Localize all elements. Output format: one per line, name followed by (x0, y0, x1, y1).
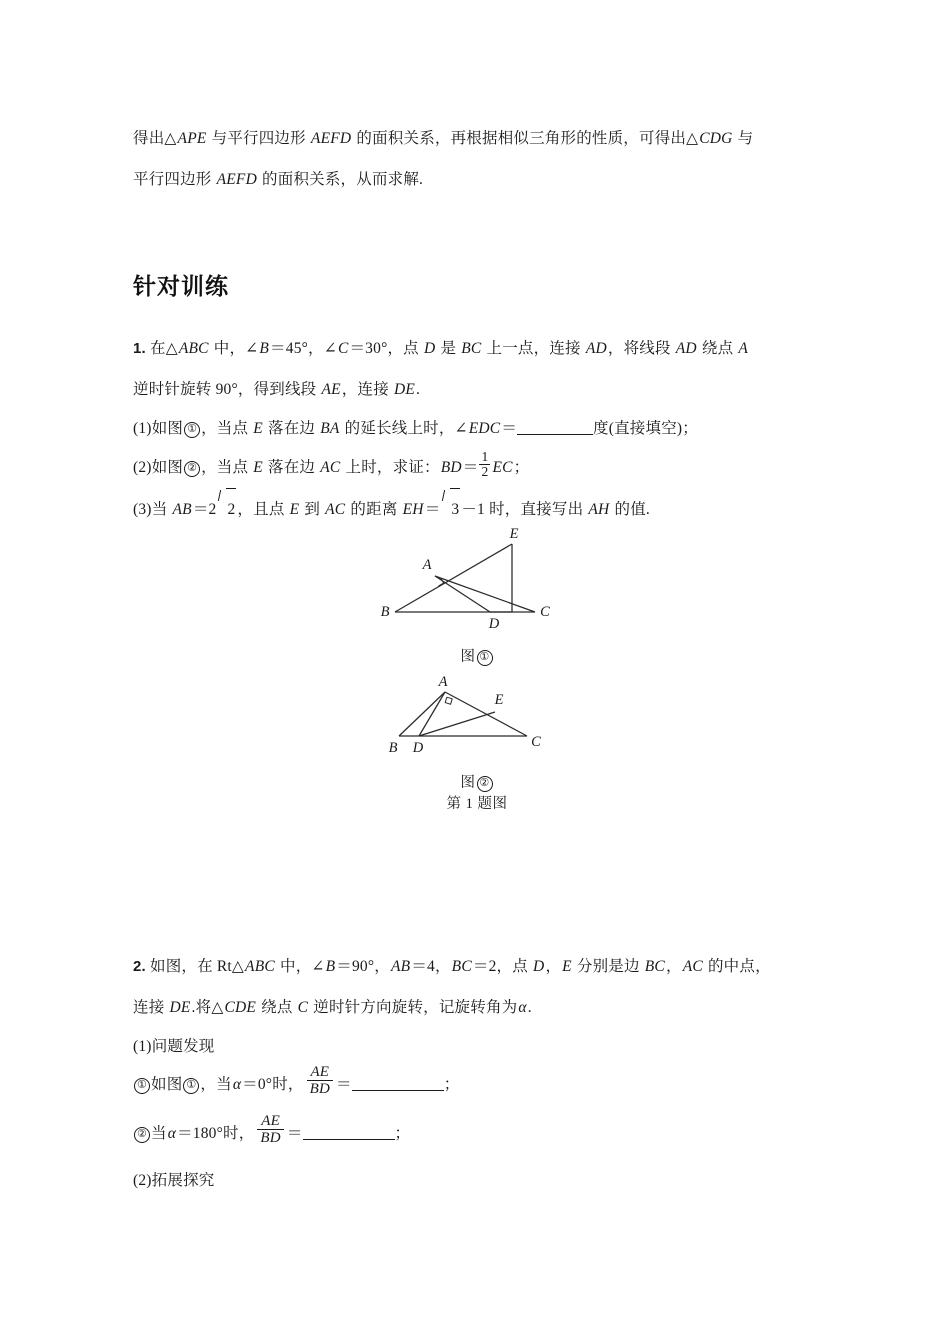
p1-t4: ＝30°，点 (349, 340, 423, 357)
p1p1-t6: 度(直接填空)； (593, 420, 698, 437)
p2i2-t4: ； (394, 1125, 411, 1142)
intro-line-2 (133, 159, 821, 200)
p1b-m2: DE (393, 381, 416, 398)
intro-math-cdg: CDG (699, 130, 733, 147)
p2-m7: BC (644, 958, 665, 975)
p2-t9: 的中点， (703, 958, 771, 975)
p1p2-m1: E (253, 459, 263, 476)
p1p2-t4: 上时，求证： (341, 459, 440, 476)
problem-2-part-1-heading (133, 1026, 821, 1067)
p1-m7: AD (675, 340, 697, 357)
p1b-t3: . (416, 381, 421, 398)
p1p2-t5: ＝ (462, 459, 479, 476)
vertex-label-E-2: E (494, 692, 504, 708)
vertex-label-C: C (540, 604, 550, 620)
p2-t1: 如图，在 Rt△ (150, 958, 245, 975)
p2b-t2: .将△ (191, 999, 224, 1016)
p1p3-t7: －1 时，直接写出 (461, 501, 588, 518)
p1p3-label: (3) (133, 501, 152, 518)
problem-1-stem-line-1 (133, 328, 821, 369)
p1p1-m2: BA (320, 420, 340, 437)
p1p3-t1: 当 (151, 501, 172, 518)
p1p2-t3: 落在边 (263, 459, 320, 476)
radicand-3: 3 (450, 488, 460, 530)
p1p2-label: (2) (133, 459, 152, 476)
vertex-label-D-2: D (412, 740, 424, 756)
p1p1-label: (1) (133, 420, 152, 437)
p1-m6: AD (585, 340, 607, 357)
p1-m1: ABC (178, 340, 209, 357)
problem-1-figure-caption: 第 1 题图 (446, 796, 508, 812)
intro-text-1d: 与 (733, 130, 754, 147)
vertex-label-B-2: B (388, 740, 398, 756)
p2b-m2: CDE (224, 999, 257, 1016)
p2i1-t1: 如图 (151, 1076, 183, 1093)
p2i1-t4: ＝ (336, 1076, 352, 1093)
figure-1b-caption (133, 771, 821, 792)
vertex-label-A-2: A (438, 674, 448, 690)
figure-1-container (133, 524, 821, 666)
figure-1b-caption-text: 图 (460, 775, 476, 791)
p2-m5: D (533, 958, 545, 975)
p1-m5: BC (461, 340, 482, 357)
p2b-t1: 连接 (133, 999, 169, 1016)
p2i2-m1: α (167, 1125, 177, 1142)
p2b-t3: 绕点 (257, 999, 297, 1016)
p1p1-t5: ＝ (501, 420, 518, 437)
p1-m8: A (738, 340, 749, 357)
problem-2-part-1-item-2 (133, 1113, 821, 1154)
p1p3-t2: ＝2 (192, 501, 217, 518)
p2-m2: B (325, 958, 336, 975)
p1p2-m4: EC (492, 459, 513, 476)
intro-math-ape: APE (177, 130, 207, 147)
p2b-t5: . (527, 999, 532, 1016)
intro-math-aefd-2: AEFD (216, 171, 257, 188)
p2b-m1: DE (169, 999, 191, 1016)
problem-2-stem-line-2 (133, 987, 821, 1028)
figure-1-diagram-a (377, 524, 577, 636)
fraction-denominator: 2 (481, 464, 489, 480)
radicand-2: 2 (226, 488, 236, 530)
p1p1-t1: 如图 (151, 420, 184, 437)
p1p2-t6: ； (513, 459, 530, 476)
problem-2-number: 2. (133, 958, 146, 975)
p1p1-m3: EDC (468, 420, 501, 437)
p1p3-m3: AC (325, 501, 346, 518)
p1p3-t3: ，且点 (237, 501, 289, 518)
p1b-t2: ，连接 (341, 381, 393, 398)
p2i1-t2: ，当 (200, 1076, 232, 1093)
p2i1-t3: ＝0°时， (242, 1076, 304, 1093)
answer-blank-p2-2[interactable] (303, 1124, 395, 1141)
p2b-m4: α (518, 999, 527, 1016)
segment-AC (435, 576, 535, 612)
answer-blank-p1-1[interactable] (517, 419, 593, 436)
right-angle-mark-A-2 (445, 697, 452, 704)
p2-m3: AB (390, 958, 411, 975)
p2-m4: BC (451, 958, 472, 975)
p1-t5: 是 (436, 340, 461, 357)
p1p2-t2: ，当点 (201, 459, 253, 476)
p2p2-text: 拓展探究 (151, 1172, 215, 1189)
p1p1-t4: 的延长线上时，∠ (340, 420, 468, 437)
fraction-ae-over-bd-2 (256, 1113, 284, 1146)
p2i2-t3: ＝ (286, 1125, 303, 1142)
p2p2-label: (2) (133, 1172, 152, 1189)
p2-t8: ， (665, 958, 682, 975)
p1p3-t8: 的值. (610, 501, 650, 518)
p2-t4: ＝4， (411, 958, 451, 975)
problem-1-part-2 (133, 447, 821, 488)
problem-1-stem-line-2 (133, 369, 821, 410)
intro-text-2b: 的面积关系，从而求解. (257, 171, 424, 188)
fraction-denominator-bd-1: BD (307, 1080, 333, 1097)
p2b-m3: C (297, 999, 309, 1016)
p2i1-t5: ； (443, 1076, 460, 1093)
p2-t3: ＝90°， (336, 958, 390, 975)
problem-1-part-1 (133, 408, 821, 449)
p1-t1: 在△ (150, 340, 178, 357)
circled-number-1: ① (184, 422, 200, 438)
intro-text-1a: 得出△ (133, 130, 177, 147)
p1-m3: C (337, 340, 349, 357)
intro-math-aefd-1: AEFD (310, 130, 352, 147)
p2-t2: 中，∠ (275, 958, 325, 975)
figure-2-container (133, 674, 821, 792)
p1-m4: D (423, 340, 436, 357)
p2-t7: 分别是边 (572, 958, 644, 975)
intro-text-1c: 的面积关系，再根据相似三角形的性质，可得出△ (352, 130, 699, 147)
p2-m8: AC (682, 958, 703, 975)
p1p3-t5: 的距离 (346, 501, 402, 518)
vertex-label-E: E (509, 526, 519, 542)
problem-2-stem-line-1 (133, 946, 821, 987)
p1p3-m2: E (289, 501, 300, 518)
p1-t8: 绕点 (697, 340, 738, 357)
p1-t3: ＝45°，∠ (270, 340, 337, 357)
vertex-label-D: D (488, 616, 500, 632)
intro-line-1 (133, 118, 821, 159)
fraction-numerator: 1 (481, 449, 489, 465)
fraction-ae-over-bd-1 (306, 1064, 334, 1097)
p1b-t1: 逆时针旋转 90°，得到线段 (133, 381, 321, 398)
p1p3-m5: AH (588, 501, 610, 518)
intro-text-1b: 与平行四边形 (207, 130, 310, 147)
fraction-one-half (479, 450, 490, 479)
list-marker-circled-2: ② (134, 1127, 150, 1143)
p2-m1: ABC (245, 958, 275, 975)
p2p1-text: 问题发现 (151, 1038, 215, 1055)
figure-1-diagram-b (377, 674, 577, 764)
segment-AD (435, 576, 490, 612)
section-title-targeted-training: 针对训练 (133, 273, 229, 299)
figure-1a-caption-circled-number: ① (477, 650, 493, 666)
fraction-numerator-ae-2: AE (261, 1113, 280, 1129)
p2-t5: ＝2，点 (472, 958, 533, 975)
p1p1-m1: E (253, 420, 263, 437)
p1p2-m2: AC (320, 459, 341, 476)
p2b-t4: 逆时针方向旋转，记旋转角为 (309, 999, 518, 1016)
p1p2-m3: BD (440, 459, 462, 476)
p2p1-label: (1) (133, 1038, 152, 1055)
p1p3-m4: EH (402, 501, 424, 518)
problem-1-number: 1. (133, 340, 146, 357)
p1-t6: 上一点，连接 (482, 340, 585, 357)
fraction-denominator-bd-2: BD (257, 1129, 283, 1146)
p2-m6: E (562, 958, 572, 975)
p1p3-m1: AB (172, 501, 192, 518)
figure-1b-caption-circled-number: ② (477, 776, 493, 792)
figure-1a-caption-text: 图 (460, 649, 476, 665)
problem-2-part-2-heading (133, 1160, 821, 1201)
p1p3-t6: ＝ (424, 501, 441, 518)
p1p1-t2: ，当点 (201, 420, 253, 437)
problem-1-figure-caption-wrap (133, 792, 821, 813)
p1-m2: B (259, 340, 270, 357)
figure-ref-circled-1: ① (183, 1078, 199, 1094)
problem-2-part-1-item-1 (133, 1064, 821, 1105)
p1-t7: ，将线段 (607, 340, 675, 357)
intro-text-2a: 平行四边形 (133, 171, 216, 188)
p2-t6: ， (545, 958, 562, 975)
p2i1-m1: α (232, 1076, 242, 1093)
vertex-label-A: A (422, 557, 432, 573)
vertex-label-B: B (380, 604, 390, 620)
circled-number-2: ② (184, 461, 200, 477)
p1-t2: 中，∠ (209, 340, 259, 357)
fraction-numerator-ae-1: AE (310, 1064, 330, 1080)
figure-1a-caption (133, 645, 821, 666)
p1p1-t3: 落在边 (263, 420, 320, 437)
p1p2-t1: 如图 (151, 459, 184, 476)
p1b-m1: AE (321, 381, 341, 398)
p2i2-t2: ＝180°时， (177, 1125, 255, 1142)
segment-AC-2 (445, 692, 527, 736)
answer-blank-p2-1[interactable] (352, 1075, 444, 1092)
vertex-label-C-2: C (531, 734, 541, 750)
p2i2-t1: 当 (151, 1125, 167, 1142)
p1p3-t4: 到 (300, 501, 325, 518)
list-marker-circled-1: ① (134, 1078, 150, 1094)
segment-BE (395, 544, 512, 612)
